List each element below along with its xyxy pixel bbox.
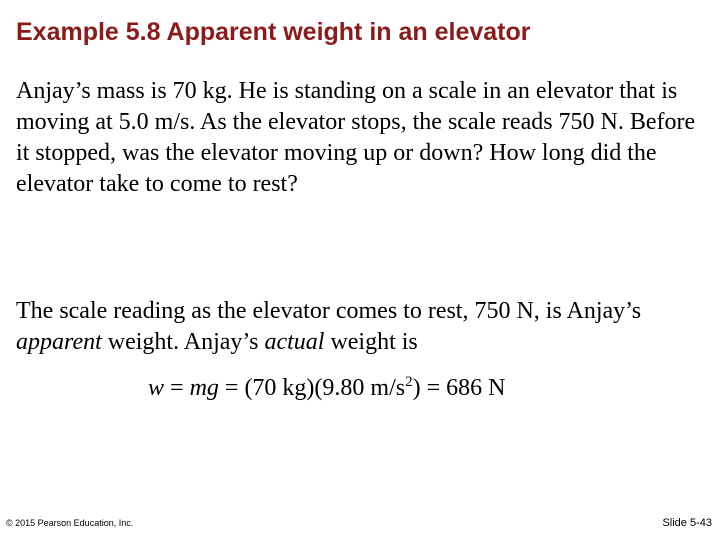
equation-exponent: 2	[405, 374, 413, 390]
equation-w: w	[148, 375, 165, 401]
apparent-emphasis: apparent	[16, 329, 102, 355]
solution-paragraph	[16, 296, 696, 358]
equation-mg: mg	[189, 375, 219, 401]
equation-equals: =	[164, 375, 190, 401]
solution-text-3: weight is	[324, 329, 418, 355]
actual-emphasis: actual	[264, 329, 325, 355]
slide-number: Slide 5-43	[662, 517, 712, 529]
copyright-notice: © 2015 Pearson Education, Inc.	[6, 518, 134, 528]
weight-equation	[148, 373, 505, 404]
equation-result: ) = 686 N	[412, 375, 506, 401]
solution-text-2: weight. Anjay’s	[101, 329, 265, 355]
equation-rest: = (70 kg)(9.80 m/s	[218, 375, 406, 401]
solution-text-1: The scale reading as the elevator comes to rest, 750 N, is Anjay’s	[16, 298, 642, 324]
slide-title: Example 5.8 Apparent weight in an elevator	[16, 18, 531, 46]
problem-statement: Anjay’s mass is 70 kg. He is standing on a scale in an elevator that is moving at 5.0 m/s. As the elevator stops, the scale reads 750 N. Before it stopped, was the elevator moving up or down? How long did the elevator take to come to rest?	[16, 78, 696, 197]
